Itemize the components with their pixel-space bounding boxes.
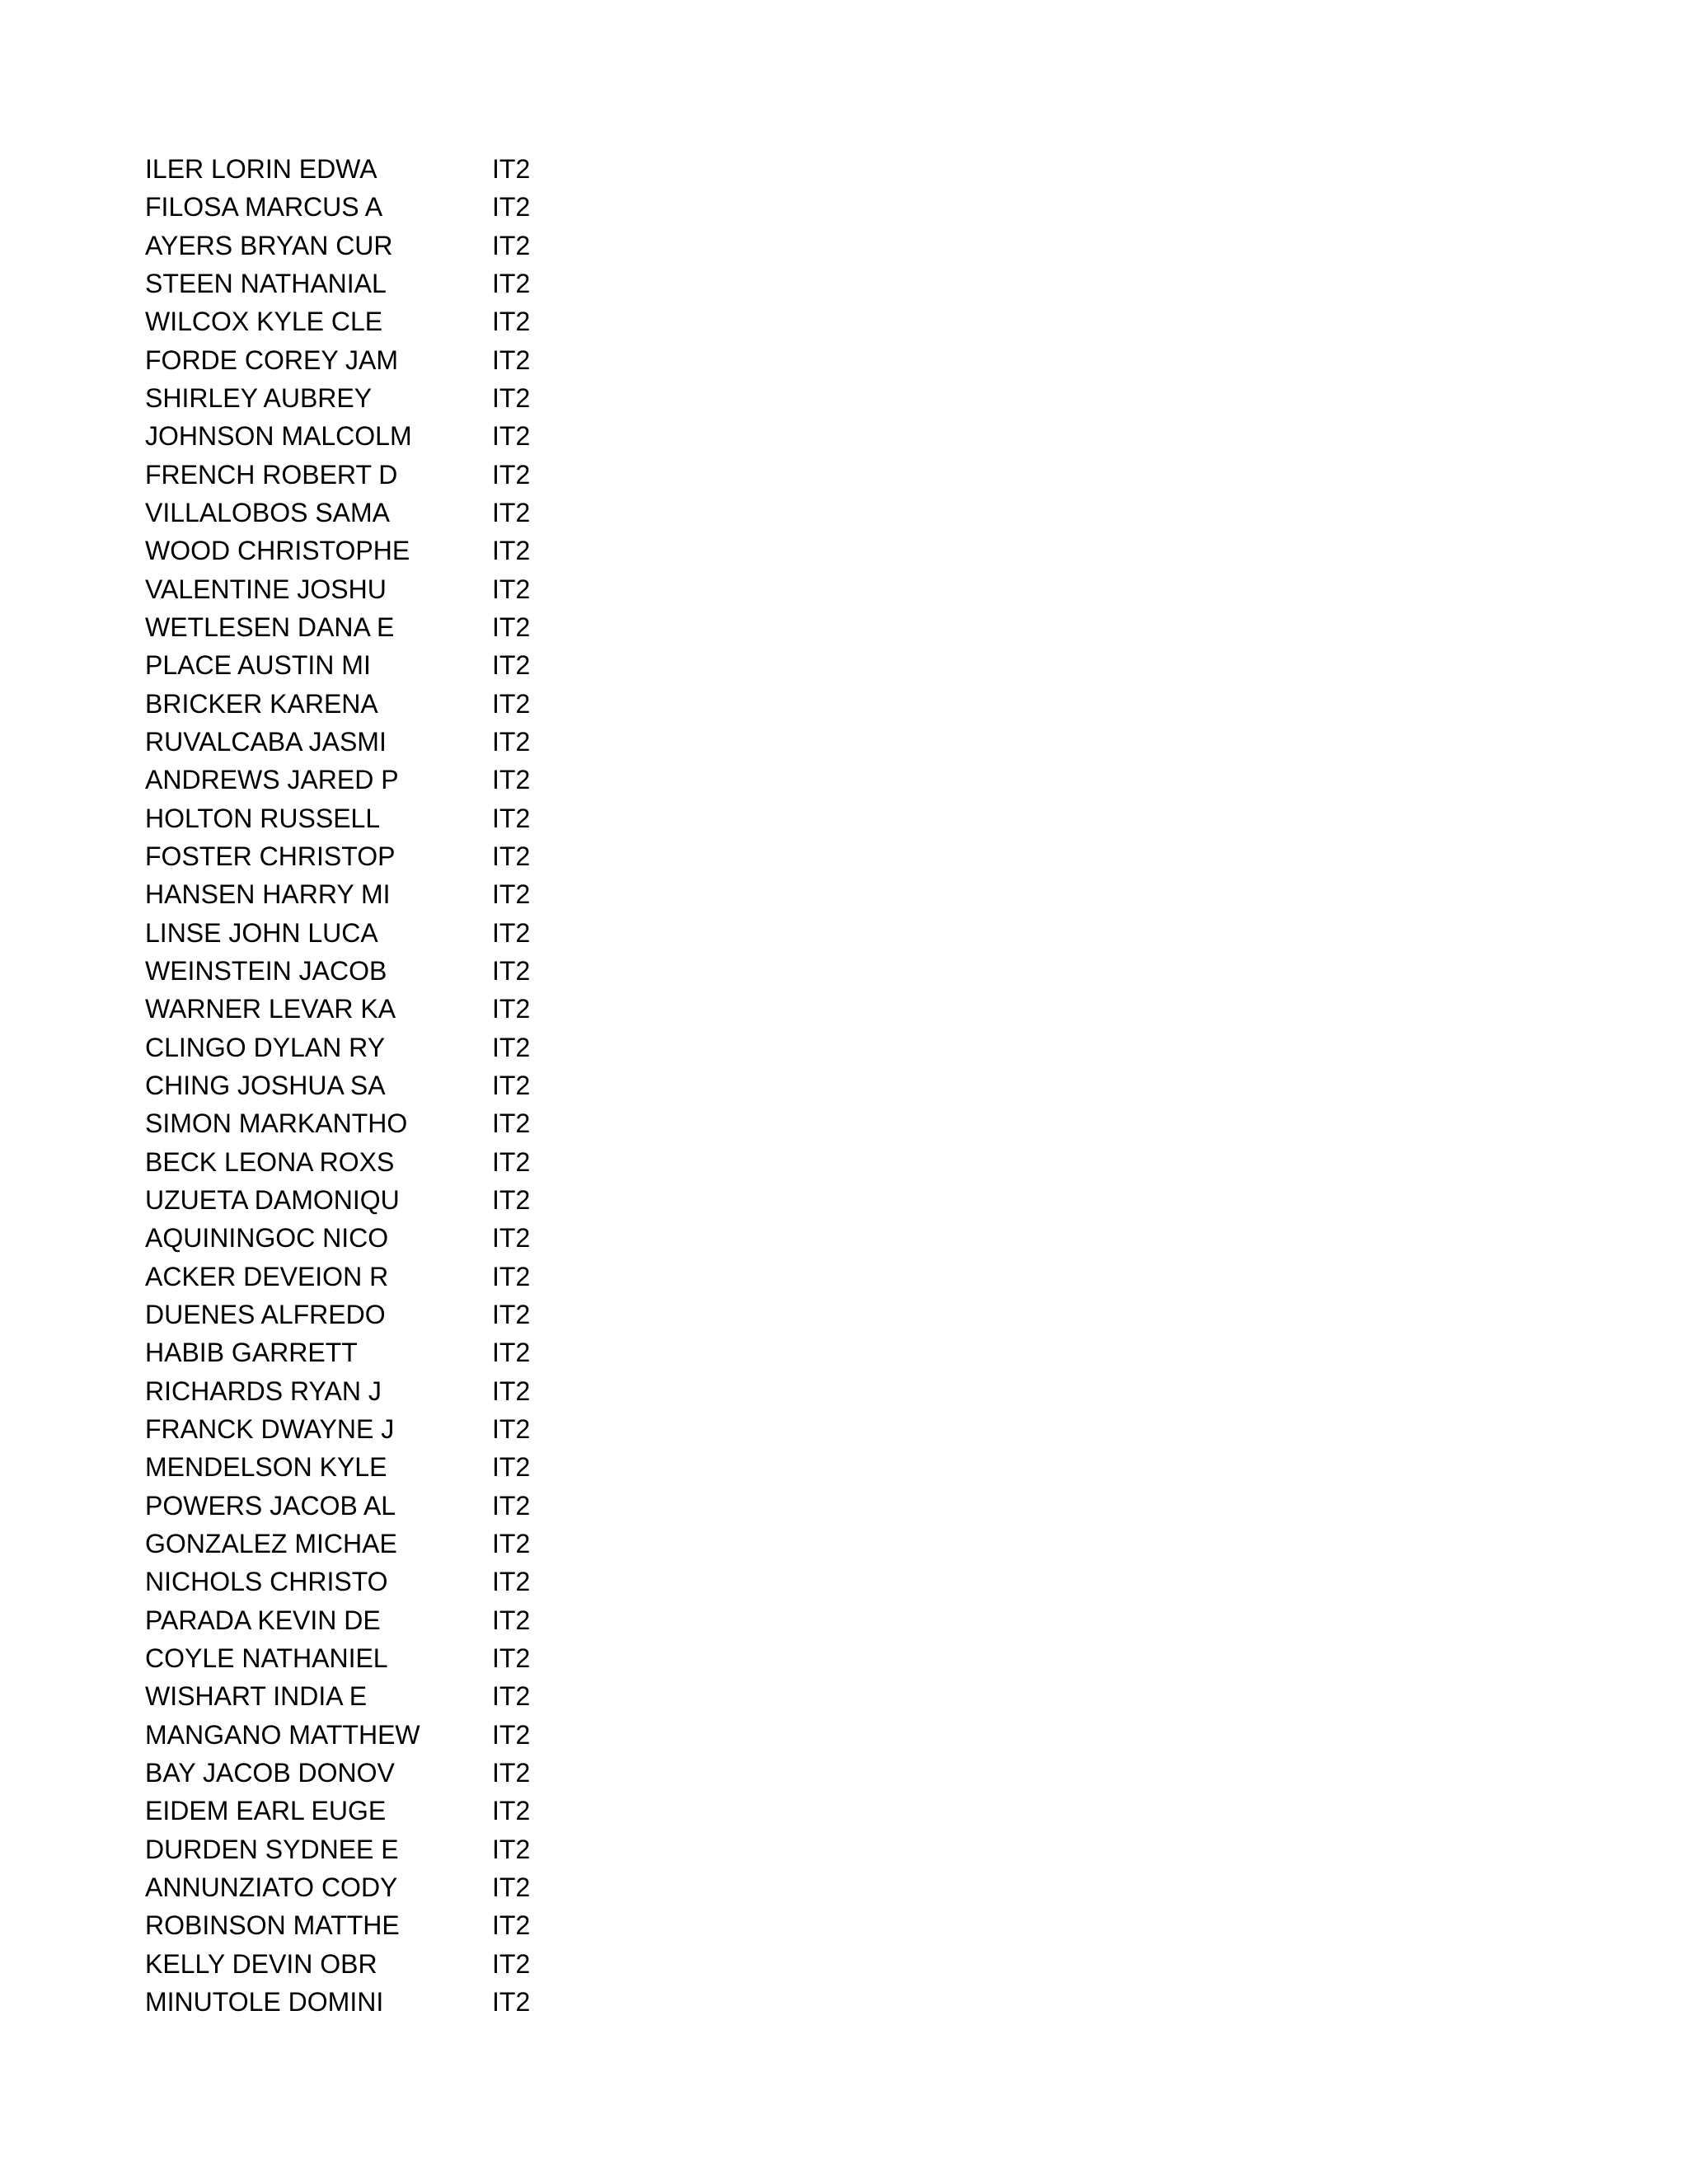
- person-name: MENDELSON KYLE: [145, 1452, 387, 1483]
- rate-code: IT2: [492, 1910, 531, 1941]
- list-item: [145, 1410, 640, 1448]
- list-item: [145, 990, 640, 1028]
- rate-code: IT2: [492, 1567, 531, 1597]
- person-name: GONZALEZ MICHAE: [145, 1528, 397, 1558]
- person-name: WETLESEN DANA E: [145, 612, 395, 643]
- person-name: AQUININGOC NICO: [145, 1223, 389, 1254]
- person-name: COYLE NATHANIEL: [145, 1643, 388, 1673]
- rate-code: IT2: [492, 1338, 531, 1368]
- rate-code: IT2: [492, 765, 531, 795]
- person-name: VILLALOBOS SAMA: [145, 498, 391, 528]
- person-name: PARADA KEVIN DE: [145, 1605, 381, 1635]
- person-name: STEEN NATHANIAL: [145, 269, 387, 299]
- person-name: MINUTOLE DOMINI: [145, 1986, 384, 2017]
- list-item: [145, 1066, 640, 1104]
- list-item: [145, 1296, 640, 1333]
- rate-code: IT2: [492, 1528, 531, 1558]
- person-name: VALENTINE JOSHU: [145, 574, 387, 604]
- person-name: MANGANO MATTHEW: [145, 1719, 420, 1750]
- person-name: POWERS JACOB AL: [145, 1490, 396, 1521]
- rate-code: IT2: [492, 879, 531, 910]
- rate-code: IT2: [492, 1261, 531, 1291]
- list-item: [145, 1792, 640, 1830]
- list-item: [145, 952, 640, 990]
- list-item: [145, 875, 640, 913]
- rate-code: IT2: [492, 1032, 531, 1062]
- rate-code: IT2: [492, 1872, 531, 1902]
- rate-code: IT2: [492, 344, 531, 375]
- list-item: [145, 227, 640, 265]
- person-name: CHING JOSHUA SA: [145, 1071, 386, 1101]
- rate-code: IT2: [492, 1413, 531, 1444]
- person-name: SHIRLEY AUBREY: [145, 383, 373, 414]
- list-item: [145, 302, 640, 340]
- list-item: [145, 1029, 640, 1066]
- list-item: [145, 1448, 640, 1486]
- rate-code: IT2: [492, 1071, 531, 1101]
- list-item: [145, 1181, 640, 1219]
- person-name: CLINGO DYLAN RY: [145, 1032, 386, 1062]
- person-name: EIDEM EARL EUGE: [145, 1796, 387, 1826]
- person-name: KELLY DEVIN OBR: [145, 1948, 377, 1979]
- list-item: [145, 914, 640, 952]
- rate-code: IT2: [492, 917, 531, 948]
- person-name: HOLTON RUSSELL: [145, 803, 381, 833]
- list-item: [145, 341, 640, 379]
- rate-code: IT2: [492, 1948, 531, 1979]
- list-item: [145, 1143, 640, 1181]
- person-name: FOSTER CHRISTOP: [145, 841, 396, 872]
- rate-code: IT2: [492, 841, 531, 872]
- list-item: [145, 494, 640, 532]
- person-name: ILER LORIN EDWA: [145, 154, 377, 185]
- list-item: [145, 570, 640, 608]
- person-name: ANDREWS JARED P: [145, 765, 399, 795]
- rate-code: IT2: [492, 1452, 531, 1483]
- rate-code: IT2: [492, 383, 531, 414]
- rate-code: IT2: [492, 1643, 531, 1673]
- list-item: [145, 417, 640, 455]
- list-item: [145, 1601, 640, 1638]
- list-item: [145, 1258, 640, 1296]
- list-item: [145, 1715, 640, 1753]
- list-item: [145, 1372, 640, 1410]
- person-name: ANNUNZIATO CODY: [145, 1872, 398, 1902]
- person-name: RUVALCABA JASMI: [145, 727, 387, 757]
- list-item: [145, 1639, 640, 1677]
- list-item: [145, 1486, 640, 1524]
- list-item: [145, 1830, 640, 1868]
- person-name: ROBINSON MATTHE: [145, 1910, 400, 1941]
- list-item: [145, 761, 640, 799]
- person-name: HANSEN HARRY MI: [145, 879, 391, 910]
- rate-code: IT2: [492, 574, 531, 604]
- rate-code: IT2: [492, 192, 531, 223]
- person-name: WISHART INDIA E: [145, 1681, 368, 1712]
- rate-code: IT2: [492, 1605, 531, 1635]
- person-name: BAY JACOB DONOV: [145, 1757, 395, 1788]
- list-item: [145, 837, 640, 875]
- rate-code: IT2: [492, 421, 531, 452]
- person-name: BRICKER KARENA: [145, 688, 378, 719]
- rate-code: IT2: [492, 1986, 531, 2017]
- person-name: SIMON MARKANTHO: [145, 1108, 408, 1139]
- person-name: FRANCK DWAYNE J: [145, 1413, 395, 1444]
- list-item: [145, 265, 640, 302]
- rate-code: IT2: [492, 612, 531, 643]
- rate-code: IT2: [492, 1185, 531, 1216]
- list-item: [145, 150, 640, 188]
- person-name: RICHARDS RYAN J: [145, 1376, 382, 1406]
- list-item: [145, 1333, 640, 1371]
- person-name: UZUETA DAMONIQU: [145, 1185, 400, 1216]
- list-item: [145, 456, 640, 494]
- person-name: WARNER LEVAR KA: [145, 994, 396, 1024]
- person-name: LINSE JOHN LUCA: [145, 917, 378, 948]
- person-name: ACKER DEVEION R: [145, 1261, 389, 1291]
- list-item: [145, 188, 640, 226]
- list-item: [145, 1906, 640, 1944]
- person-name: DUENES ALFREDO: [145, 1300, 386, 1329]
- rate-code: IT2: [492, 1834, 531, 1864]
- person-name: AYERS BRYAN CUR: [145, 230, 393, 260]
- rate-code: IT2: [492, 459, 531, 490]
- person-name: WOOD CHRISTOPHE: [145, 536, 410, 566]
- list-item: [145, 532, 640, 569]
- rate-code: IT2: [492, 154, 531, 185]
- rate-code: IT2: [492, 1796, 531, 1826]
- rate-code: IT2: [492, 994, 531, 1024]
- person-name: PLACE AUSTIN MI: [145, 650, 371, 681]
- person-name: WEINSTEIN JACOB: [145, 956, 387, 987]
- rate-code: IT2: [492, 498, 531, 528]
- list-item: [145, 1104, 640, 1142]
- rate-code: IT2: [492, 727, 531, 757]
- person-name: HABIB GARRETT: [145, 1338, 358, 1368]
- list-item: [145, 1563, 640, 1601]
- list-item: [145, 1754, 640, 1792]
- rate-code: IT2: [492, 1490, 531, 1521]
- person-name: NICHOLS CHRISTO: [145, 1567, 388, 1597]
- person-name: FRENCH ROBERT D: [145, 459, 398, 490]
- rate-code: IT2: [492, 269, 531, 299]
- list-item: [145, 608, 640, 646]
- rate-code: IT2: [492, 1146, 531, 1177]
- person-name: FILOSA MARCUS A: [145, 192, 383, 223]
- person-name: JOHNSON MALCOLM: [145, 421, 412, 452]
- list-item: [145, 646, 640, 684]
- rate-code: IT2: [492, 1757, 531, 1788]
- rate-code: IT2: [492, 650, 531, 681]
- list-item: [145, 1983, 640, 2021]
- list-item: [145, 1219, 640, 1257]
- rate-code: IT2: [492, 1223, 531, 1254]
- person-name: BECK LEONA ROXS: [145, 1146, 395, 1177]
- rate-code: IT2: [492, 1376, 531, 1406]
- rate-code: IT2: [492, 1108, 531, 1139]
- personnel-list: [145, 150, 640, 2021]
- list-item: [145, 1525, 640, 1563]
- rate-code: IT2: [492, 1719, 531, 1750]
- rate-code: IT2: [492, 536, 531, 566]
- list-item: [145, 1868, 640, 1906]
- person-name: DURDEN SYDNEE E: [145, 1834, 399, 1864]
- rate-code: IT2: [492, 956, 531, 987]
- rate-code: IT2: [492, 1681, 531, 1712]
- list-item: [145, 685, 640, 723]
- list-item: [145, 799, 640, 837]
- rate-code: IT2: [492, 230, 531, 260]
- list-item: [145, 379, 640, 417]
- rate-code: IT2: [492, 307, 531, 337]
- rate-code: IT2: [492, 688, 531, 719]
- person-name: WILCOX KYLE CLE: [145, 307, 383, 337]
- list-item: [145, 1944, 640, 1982]
- rate-code: IT2: [492, 1300, 531, 1329]
- list-item: [145, 1677, 640, 1715]
- person-name: FORDE COREY JAM: [145, 344, 398, 375]
- rate-code: IT2: [492, 803, 531, 833]
- list-item: [145, 723, 640, 761]
